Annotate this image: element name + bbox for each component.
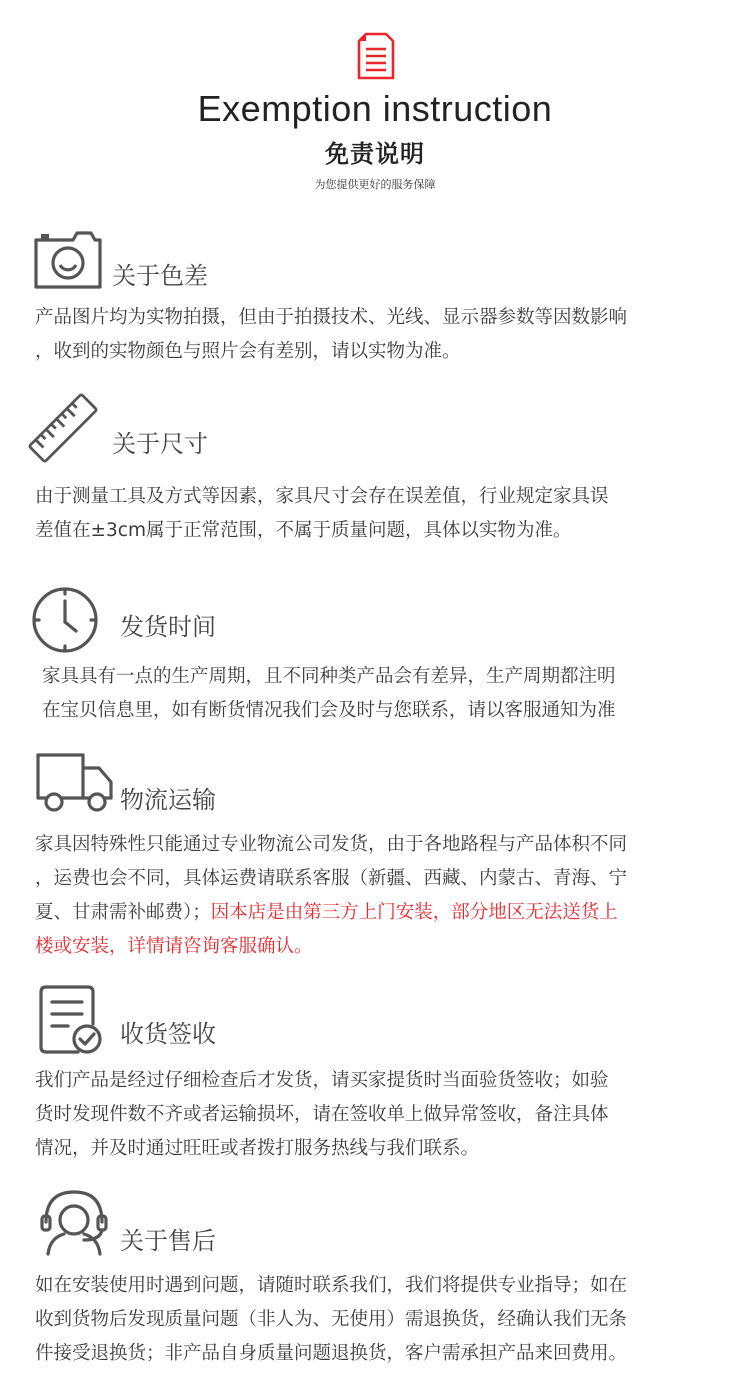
page-title-cn: 免责说明 — [325, 139, 425, 168]
body-line: 件接受退换货；非产品自身质量问题退换货，客户需承担产品来回费用。 — [35, 1343, 628, 1364]
section-title-aftersales: 关于售后 — [120, 1227, 216, 1255]
body-line: 收到货物后发现质量问题（非人为、无使用）需退换货，经确认我们无条 — [35, 1309, 628, 1330]
section-title-size: 关于尺寸 — [112, 430, 208, 458]
body-line: ，运费也会不同，具体运费请联系客服（新疆、西藏、内蒙古、青海、宁 — [35, 868, 628, 889]
section-title-receipt: 收货签收 — [120, 1020, 216, 1048]
section-title-color: 关于色差 — [112, 262, 208, 290]
ruler-icon — [28, 393, 98, 463]
notice-text: 因本店是由第三方上门安装，部分地区无法送货上 — [210, 902, 618, 923]
section-body-receipt — [35, 1064, 725, 1166]
truck-icon — [35, 752, 115, 814]
body-line: 家具具有一点的生产周期，且不同种类产品会有差异，生产周期都注明 — [42, 666, 616, 687]
section-body-size — [35, 480, 725, 548]
section-body-aftersales — [35, 1269, 725, 1371]
headset-icon — [38, 1188, 110, 1258]
section-title-logistics: 物流运输 — [120, 786, 216, 814]
page-subtitle: 为您提供更好的服务保障 — [314, 178, 436, 191]
checklist-icon — [38, 984, 104, 1056]
body-line: 家具因特殊性只能通过专业物流公司发货，由于各地路程与产品体积不同 — [35, 834, 628, 855]
section-body-shipping — [42, 660, 732, 728]
document-icon — [356, 31, 396, 81]
section-body-logistics — [35, 828, 725, 964]
body-line: 货时发现件数不齐或者运输损坏，请在签收单上做异常签收，备注具体 — [35, 1104, 609, 1125]
notice-text: 楼或安装，详情请咨询客服确认。 — [35, 936, 313, 957]
body-line: 差值在±3cm属于正常范围，不属于质量问题，具体以实物为准。 — [35, 520, 572, 541]
body-line: 在宝贝信息里，如有断货情况我们会及时与您联系，请以客服通知为准 — [42, 700, 616, 721]
body-line — [35, 896, 725, 930]
body-line: ，收到的实物颜色与照片会有差别，请以实物为准。 — [35, 341, 461, 362]
body-line: 产品图片均为实物拍摄，但由于拍摄技术、光线、显示器参数等因数影响 — [35, 307, 628, 328]
body-text: 夏、甘肃需补邮费）； — [35, 902, 211, 923]
clock-icon — [30, 585, 100, 655]
section-body-color — [35, 301, 725, 369]
body-line: 情况，并及时通过旺旺或者拨打服务热线与我们联系。 — [35, 1138, 480, 1159]
body-line: 如在安装使用时遇到问题，请随时联系我们，我们将提供专业指导；如在 — [35, 1275, 628, 1296]
body-line: 由于测量工具及方式等因素，家具尺寸会存在误差值，行业规定家具误 — [35, 486, 609, 507]
body-line: 我们产品是经过仔细检查后才发货，请买家提货时当面验货签收；如验 — [35, 1070, 609, 1091]
section-title-shipping: 发货时间 — [120, 613, 216, 641]
camera-icon — [33, 228, 103, 298]
page-title-en: Exemption instruction — [197, 88, 553, 129]
